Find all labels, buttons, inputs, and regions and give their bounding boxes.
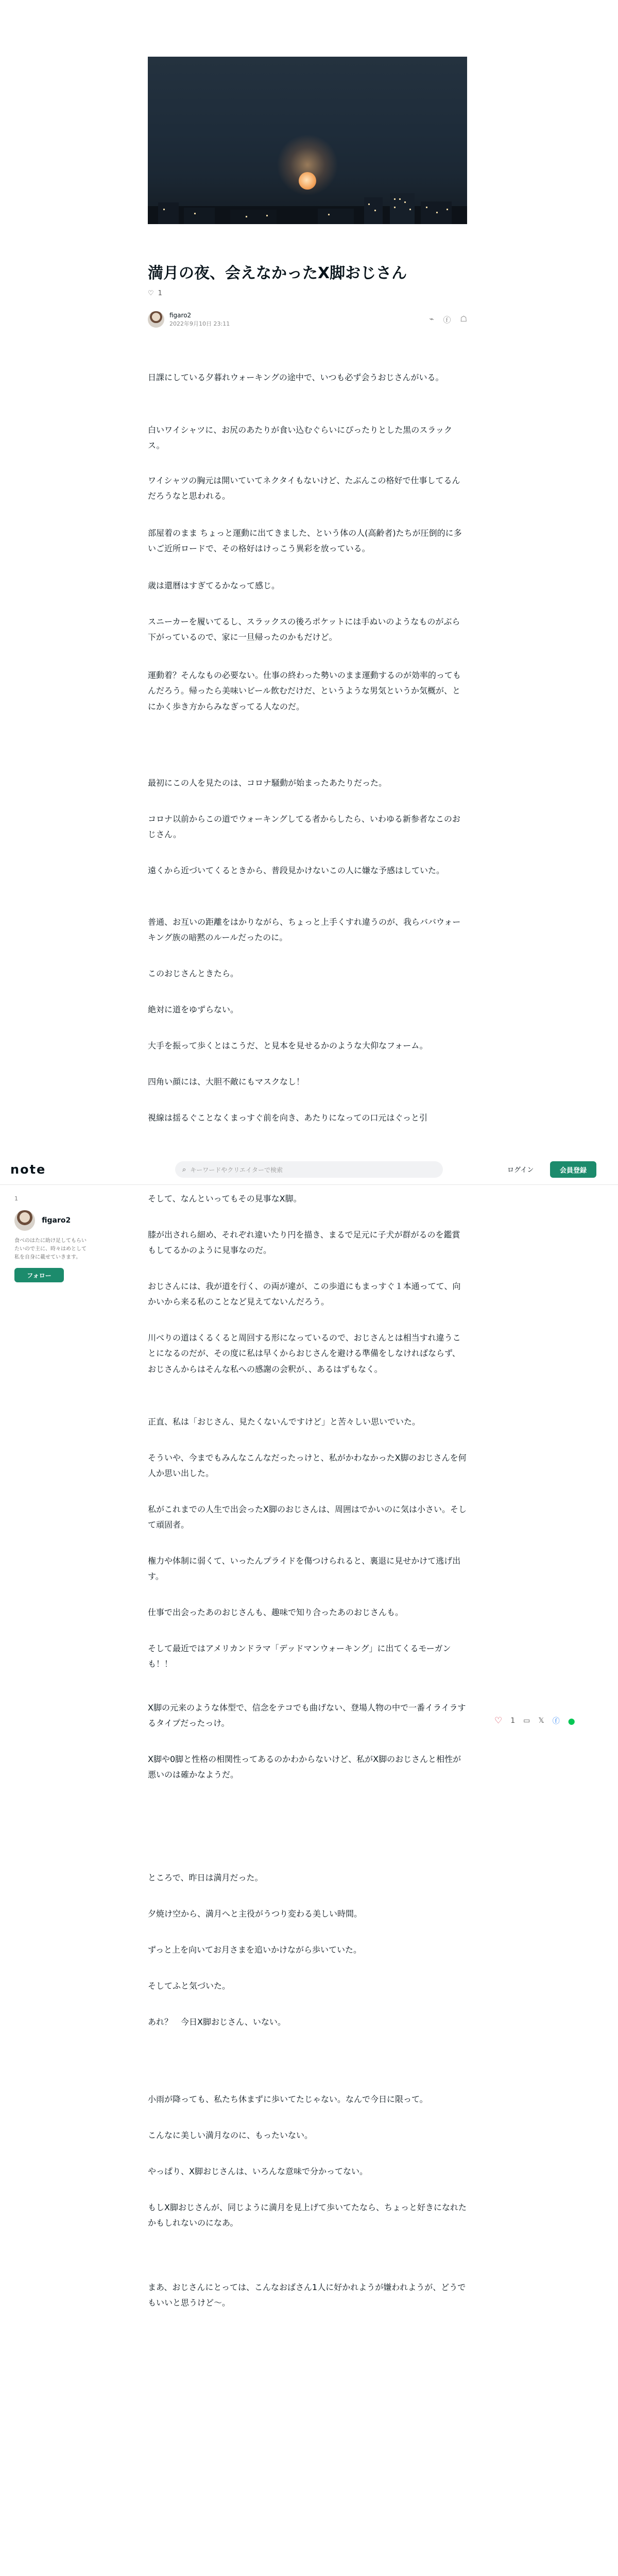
sidebar-like-count: 1 (14, 1195, 18, 1202)
x-icon[interactable]: 𝕏 (538, 1717, 544, 1725)
rail-like-count: 1 (510, 1717, 516, 1725)
sidebar-author-name[interactable]: figaro2 (42, 1216, 71, 1225)
paragraph: まあ、おじさんにとっては、こんなおばさん1人に好かれようが嫌われようが、どうでもいいと思うけど〜。 (148, 2282, 466, 2308)
paragraph: ずっと上を向いてお月さまを追いかけながら歩いていた。 (148, 1945, 362, 1955)
comment-icon[interactable]: ▭ (523, 1717, 530, 1725)
share-rail (494, 1716, 575, 1726)
sidebar-author[interactable] (14, 1210, 87, 1231)
paragraph: 白いワイシャツに、お尻のあたりが食い込むぐらいにぴったりとした黒のスラックス。 (148, 425, 452, 451)
paragraph: 絶対に道をゆずらない。 (148, 1005, 239, 1014)
paragraph: もしX脚おじさんが、同じように満月を見上げて歩いてたなら、ちょっと好きになれたかもしれないのになあ。 (148, 2202, 467, 2228)
paragraph: あれ？ 今日X脚おじさん、いない。 (148, 2017, 286, 2027)
line-icon[interactable]: ● (568, 1716, 575, 1726)
author-row (148, 309, 467, 330)
paragraph: 私がこれまでの人生で出会ったX脚のおじさんは、周囲はでかいのに気は小さい。そして頑固者。 (148, 1504, 467, 1530)
heart-icon[interactable]: ♡ (148, 290, 154, 297)
facebook-icon[interactable]: ⓕ (552, 1717, 560, 1725)
sidebar-avatar[interactable] (14, 1210, 35, 1231)
sidebar-bio: 食べのはたに助け足してもらいたいので主に、時々はめとして私を自身に載せていきます。 (14, 1238, 87, 1260)
facebook-icon[interactable]: ⓕ (443, 315, 451, 325)
paragraph: X脚や0脚と性格の相関性ってあるのかわからないけど、私がX脚のおじさんと相性が悪いのは確かなようだ。 (148, 1754, 461, 1780)
city-skyline (148, 178, 467, 224)
paragraph: 歳は還暦はすぎてるかなって感じ。 (148, 581, 280, 590)
paragraph: スニーカーを履いてるし、スラックスの後ろポケットには手ぬいのようなものがぶら下がっているので、家に一旦帰ったのかもだけど。 (148, 617, 460, 642)
paragraph: 仕事で出会ったあのおじさんも、趣味で知り合ったあのおじさんも。 (148, 1607, 404, 1617)
paragraph: 川べりの道はくるくると周回する形になっているので、おじさんとは相当すれ違うことになるのだが、その度に私は早くからおじさんを避ける準備をしなければならず、おじさんからはそんな私への感謝の会釈が、、あるはずもなく。 (148, 1333, 461, 1374)
paragraph: 最初にこの人を見たのは、コロナ騒動が始まったあたりだった。 (148, 778, 387, 788)
like-count: 1 (158, 290, 162, 297)
paragraph: そして、なんといってもその見事なX脚。 (148, 1194, 302, 1204)
paragraph: コロナ以前からこの道でウォーキングしてる者からしたら、いわゆる新参者なこのおじさん。 (148, 814, 460, 840)
note-logo[interactable]: note (10, 1162, 46, 1177)
paragraph: 膝が出されら細め、それぞれ違いたり円を描き、まるで足元に子犬が群がるのを鑑賞もしてるかのように見事なのだ。 (148, 1230, 460, 1256)
author-name[interactable]: figaro2 (169, 311, 192, 319)
paragraph: 日課にしている夕暮れウォーキングの途中で、いつも必ず会うおじさんがいる。 (148, 372, 444, 382)
paragraph: 運動着？そんなもの必要ない。仕事の終わった勢いのまま運動するのが効率的ってもんだろう。帰ったら美味いビール飲むだけだ、というような男気というか気概が、とにかく歩き方からみなぎってる人なのだ。 (148, 670, 461, 711)
paragraph: 小雨が降っても、私たち休まずに歩いてたじゃない。なんで今日に限って。 (148, 2094, 428, 2104)
search-input[interactable] (175, 1161, 443, 1178)
header-share-icons (430, 314, 468, 325)
author-sidebar (14, 1195, 87, 1282)
paragraph: 視線は揺るぐことなくまっすぐ前を向き、あたりになっての口元はぐっと引 (148, 1113, 428, 1123)
site-header (0, 1154, 618, 1185)
paragraph: このおじさんときたら。 (148, 969, 239, 978)
author-meta (169, 311, 230, 329)
paragraph: そしてふと気づいた。 (148, 1981, 231, 1991)
paragraph: そういや、今までもみんなこんなだったっけと、私がかわなかったX脚のおじさんを何人か思い出した。 (148, 1453, 467, 1479)
paragraph: X脚の元来のような体型で、信念をテコでも曲げない、登場人物の中で一番イライラするタイプだったっけ。 (148, 1703, 466, 1728)
paragraph: 夕焼け空から、満月へと主役がうつり変わる美しい時間。 (148, 1909, 363, 1919)
heart-icon[interactable]: ♡ (494, 1716, 503, 1726)
hero-image (148, 57, 467, 224)
author-avatar[interactable] (148, 311, 164, 328)
paragraph: ワイシャツの胸元は開いていてネクタイもないけど、たぶんこの格好で仕事してるんだろうなと思われる。 (148, 476, 460, 501)
paragraph: ところで、昨日は満月だった。 (148, 1873, 263, 1883)
signup-button[interactable]: 会員登録 (550, 1161, 596, 1178)
paragraph: 四角い顔には、大胆不敵にもマスクなし！ (148, 1077, 305, 1087)
search-placeholder: キーワードやクリエイターで検索 (190, 1166, 283, 1174)
article-title: 満月の夜、会えなかったX脚おじさん (148, 264, 407, 282)
paragraph: そして最近ではアメリカンドラマ「デッドマンウォーキング」に出てくるモーガンも！！ (148, 1643, 451, 1669)
paragraph: 部屋着のまま ちょっと運動に出てきました、という体の人(高齢者)たちが圧倒的に多いご近所ロードで、その格好はけっこう異彩を放っている。 (148, 528, 462, 554)
login-link[interactable]: ログイン (507, 1166, 534, 1174)
paragraph: やっぱり、X脚おじさんは、いろんな意味で分かってない。 (148, 2166, 368, 2176)
paragraph: 大手を振って歩くとはこうだ、と見本を見せるかのような大仰なフォーム。 (148, 1041, 428, 1050)
paragraph: 普通、お互いの距離をはかりながら、ちょっと上手くすれ違うのが、我らババウォーキング族の暗黙のルールだったのに。 (148, 917, 461, 943)
link-icon[interactable]: ⌁ (429, 314, 434, 324)
title-like-row (148, 290, 162, 297)
sidebar-follow-button[interactable]: フォロー (14, 1268, 64, 1282)
paragraph: こんなに美しい満月なのに、もったいない。 (148, 2130, 313, 2140)
comment-icon[interactable]: ☖ (460, 314, 467, 324)
paragraph: 正直、私は「おじさん、見たくないんですけど」と苦々しい思いでいた。 (148, 1417, 420, 1427)
paragraph: おじさんには、我が道を行く、の両が違が、この歩道にもまっすぐ１本通ってて、向かいから来る私のことなど見えてないんだろう。 (148, 1281, 461, 1307)
paragraph: 権力や体制に弱くて、いったんプライドを傷つけられると、裏退に見せかけて逃げ出す。 (148, 1556, 461, 1582)
search-icon: ⌕ (182, 1165, 186, 1174)
post-date: 2022年9月10日 23:11 (169, 320, 230, 327)
paragraph: 遠くから近づいてくるときから、普段見かけないこの人に嫌な予感はしていた。 (148, 866, 445, 875)
